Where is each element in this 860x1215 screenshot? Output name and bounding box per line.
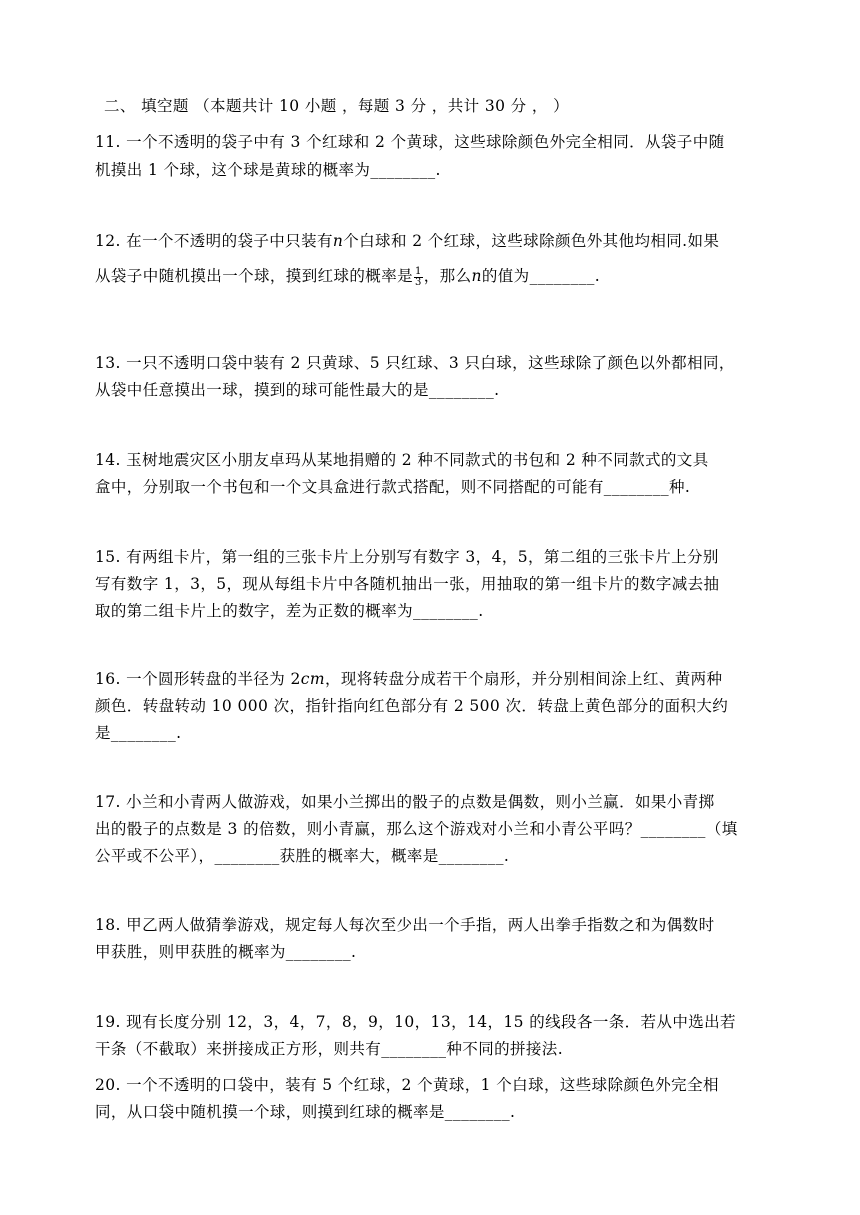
fraction-numerator: 1 <box>415 265 422 277</box>
question-16-line-1: 16. 一个圆形转盘的半径为 2𝑐𝑚，现将转盘分成若干个扇形，并分别相间涂上红、黄两种 <box>95 670 723 688</box>
question-17-line-3: 公平或不公平），________获胜的概率大，概率是________. <box>95 847 510 865</box>
question-12-text-a: 从袋子中随机摸出一个球，摸到红球的概率是 <box>95 267 414 285</box>
question-16-line-2: 颜色．转盘转动 10 000 次，指针指向红色部分有 2 500 次．转盘上黄色部分的面积大约 <box>95 697 729 715</box>
question-19-line-2: 干条（不截取）来拼接成正方形，则共有________种不同的拼接法. <box>95 1040 564 1058</box>
question-15-line-3: 取的第二组卡片上的数字，差为正数的概率为________. <box>95 602 484 620</box>
question-18-line-1: 18. 甲乙两人做猜拳游戏，规定每人每次至少出一个手指，两人出拳手指数之和为偶数时 <box>95 916 715 934</box>
question-15-line-2: 写有数字 1，3，5，现从每组卡片中各随机抽出一张，用抽取的第一组卡片的数字减去抽 <box>95 575 720 593</box>
question-11-line-2: 机摸出 1 个球，这个球是黄球的概率为________. <box>95 161 441 179</box>
fraction <box>414 267 423 288</box>
question-16-line-3: 是________. <box>95 724 182 742</box>
question-14-line-2: 盒中，分别取一个书包和一个文具盒进行款式搭配，则不同搭配的可能有________种. <box>95 478 691 496</box>
question-20-line-2: 同，从口袋中随机摸一个球，则摸到红球的概率是________. <box>95 1103 516 1121</box>
question-14-line-1: 14. 玉树地震灾区小朋友卓玛从某地捐赠的 2 种不同款式的书包和 2 种不同款式的文具 <box>95 451 709 469</box>
question-17-line-1: 17. 小兰和小青两人做游戏，如果小兰掷出的骰子的点数是偶数，则小兰赢．如果小青掷 <box>95 793 715 811</box>
question-13-line-2: 从袋中任意摸出一球，摸到的球可能性最大的是________. <box>95 381 500 399</box>
question-12-text-b: ，那么𝑛的值为________. <box>423 267 601 285</box>
question-20-line-1: 20. 一个不透明的口袋中，装有 5 个红球，2 个黄球，1 个白球，这些球除颜色外完全相 <box>95 1076 719 1094</box>
question-19-line-1: 19. 现有长度分别 12，3，4，7，8，9，10，13，14，15 的线段各一条．若从中选出若 <box>95 1013 736 1031</box>
question-17-line-2: 出的骰子的点数是 3 的倍数，则小青赢，那么这个游戏对小兰和小青公平吗？________（填 <box>95 820 738 838</box>
question-15-line-1: 15. 有两组卡片，第一组的三张卡片上分别写有数字 3，4，5，第二组的三张卡片上分别 <box>95 548 719 566</box>
question-13-line-1: 13. 一只不透明口袋中装有 2 只黄球、5 只红球、3 只白球，这些球除了颜色以外都相同， <box>95 354 735 372</box>
question-12-line-1: 12. 在一个不透明的袋子中只装有𝑛个白球和 2 个红球，这些球除颜色外其他均相同.如果 <box>95 232 720 250</box>
question-18-line-2: 甲获胜，则甲获胜的概率为________. <box>95 943 357 961</box>
question-11-line-1: 11. 一个不透明的袋子中有 3 个红球和 2 个黄球，这些球除颜色外完全相同．从袋子中随 <box>95 133 725 151</box>
question-12-line-2 <box>95 266 600 288</box>
section-header: 二、 填空题 （本题共计 10 小题 ，每题 3 分 ，共计 30 分 ， ） <box>104 97 570 115</box>
fraction-denominator: 3 <box>415 276 422 288</box>
